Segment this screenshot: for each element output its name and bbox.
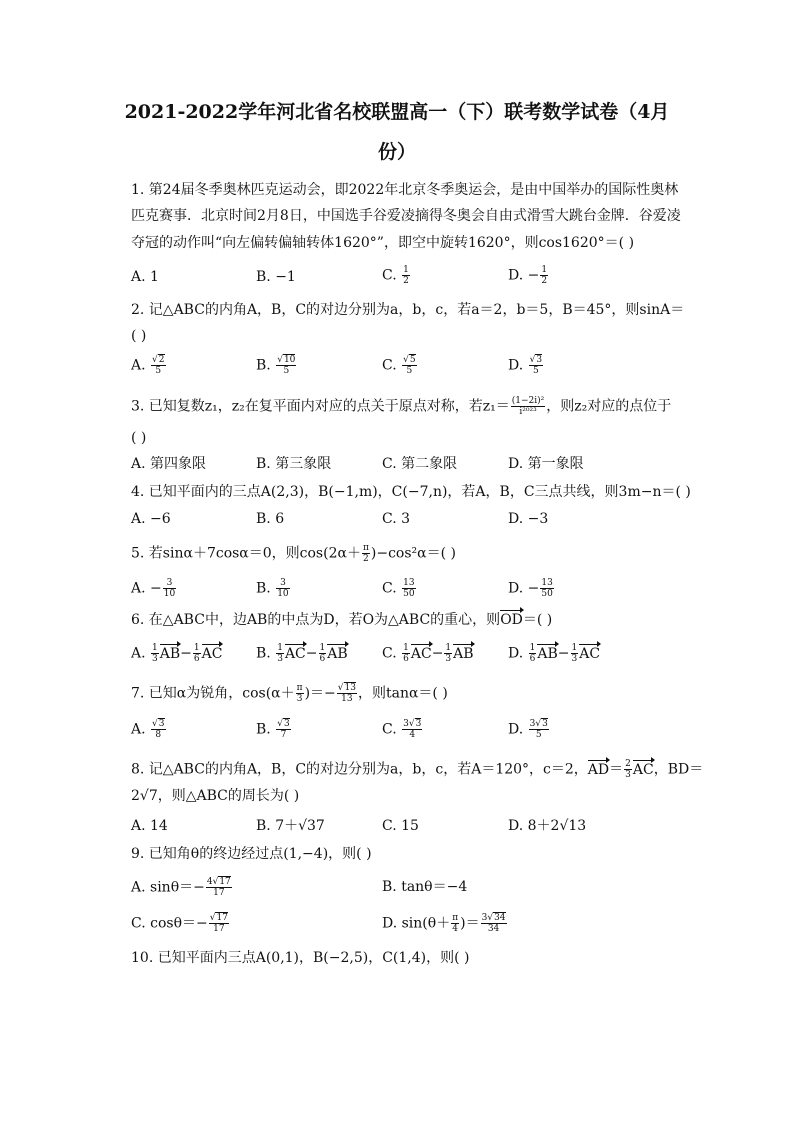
q1-line1: 1. 第24届冬季奥林匹克运动会，即2022年北京冬季奥运会，是由中国举办的国际性奥林 — [131, 182, 679, 198]
q5-option-a: A. − $\frac{3}{10}$ — [131, 578, 176, 599]
q3-line1: 3. 已知复数z₁，z₂在复平面内对应的点关于原点对称，若z₁＝ $\frac{\text{(1−2i)²}}{\text{i²⁰²³}}$ ，则z₂对应的点位于 — [131, 396, 672, 417]
exam-title-line2: 份） — [377, 141, 416, 163]
q5-option-d: D. − $\frac{13}{50}$ — [508, 578, 553, 599]
q8-option-b: B. 7＋√37 — [256, 818, 325, 834]
q2-line1: 2. 记△ABC的内角A，B，C的对边分别为a，b，c，若a＝2，b＝5，B＝45°，则sinA＝ — [131, 302, 685, 318]
q4-option-c: C. 3 — [382, 511, 411, 527]
q3-line2: ( ) — [131, 430, 147, 446]
q4-option-b: B. 6 — [256, 511, 285, 527]
q1-option-b: B. −1 — [256, 269, 296, 285]
q2-option-d: D. $\frac{√3}{5}$ — [508, 355, 543, 376]
q1-option-d: D. − $\frac{1}{2}$ — [508, 265, 548, 286]
q8-line2: 2√7，则△ABC的周长为( ) — [131, 788, 300, 804]
q8-option-c: C. 15 — [382, 818, 419, 834]
q9-option-b: B. tanθ＝−4 — [382, 879, 468, 895]
q5-option-b: B. $\frac{3}{10}$ — [256, 578, 289, 599]
q9-option-d: D. sin(θ＋ $\frac{\pi}{4}$ )＝ $\frac{3√34}{34}$ — [382, 913, 506, 934]
q6-option-d: D. $\frac{1}{6}$ AB− $\frac{1}{3}$ AC — [508, 643, 601, 664]
q6-option-c: C. $\frac{1}{6}$ AC− $\frac{1}{3}$ AB — [382, 643, 474, 664]
q2-option-b: B. $\frac{√10}{5}$ — [256, 355, 296, 376]
q1-option-a: A. 1 — [131, 269, 159, 285]
q3-option-a: A. 第四象限 — [131, 456, 207, 472]
q7-option-d: D. $\frac{3√3}{5}$ — [508, 719, 548, 740]
exam-title-line1: 2021-2022学年河北省名校联盟高一（下）联考数学试卷（4月 — [124, 101, 670, 123]
q1-option-c: C. $\frac{1}{2}$ — [382, 265, 409, 286]
q3-option-b: B. 第三象限 — [256, 456, 332, 472]
q9-option-a: A. sinθ＝− $\frac{4√17}{17}$ — [131, 877, 231, 898]
q2-line2: ( ) — [131, 328, 147, 344]
q3-option-d: D. 第一象限 — [508, 456, 584, 472]
q1-line2: 匹克赛事．北京时间2月8日，中国选手谷爱凌摘得冬奥会自由式滑雪大跳台金牌．谷爱凌 — [131, 208, 681, 224]
q3-option-c: C. 第二象限 — [382, 456, 458, 472]
q5-option-c: C. $\frac{13}{50}$ — [382, 578, 415, 599]
q7-line1: 7. 已知α为锐角，cos(α＋ $\frac{\pi}{3}$ )＝− $\frac{√13}{13}$ ，则tanα＝( ) — [131, 683, 448, 704]
q4-line1: 4. 已知平面内的三点A(2,3)，B(−1,m)，C(−7,n)，若A，B，C三点共线，则3m−n＝( ) — [131, 484, 691, 500]
q2-option-a: A. $\frac{√2}{5}$ — [131, 355, 165, 376]
q8-line1: 8. 记△ABC的内角A，B，C的对边分别为a，b，c，若A＝120°，c＝2，AD＝ $\frac{2}{3}$ AC，BD＝ — [131, 759, 704, 780]
q6-option-b: B. $\frac{1}{3}$ AC− $\frac{1}{6}$ AB — [256, 643, 348, 664]
q5-line1: 5. 若sinα＋7cosα＝0，则cos(2α＋ $\frac{\pi}{2}$ )−cos²α＝( ) — [131, 543, 456, 564]
q8-option-a: A. 14 — [131, 818, 168, 834]
q7-option-b: B. $\frac{√3}{7}$ — [256, 719, 290, 740]
q10-line1: 10. 已知平面内三点A(0,1)，B(−2,5)，C(1,4)，则( ) — [131, 950, 470, 966]
q7-option-a: A. $\frac{√3}{8}$ — [131, 719, 165, 740]
q6-option-a: A. $\frac{1}{3}$ AB− $\frac{1}{6}$ AC — [131, 643, 223, 664]
q4-option-a: A. −6 — [131, 511, 171, 527]
q8-option-d: D. 8＋2√13 — [508, 818, 587, 834]
q9-line1: 9. 已知角θ的终边经过点(1,−4)，则( ) — [131, 846, 372, 862]
q4-option-d: D. −3 — [508, 511, 549, 527]
q7-option-c: C. $\frac{3√3}{4}$ — [382, 719, 422, 740]
q9-option-c: C. cosθ＝− $\frac{√17}{17}$ — [131, 913, 228, 934]
q1-line3: 夺冠的动作叫“向左偏转偏轴转体1620°”，即空中旋转1620°，则cos1620°＝( ) — [131, 235, 635, 251]
q2-option-c: C. $\frac{√5}{5}$ — [382, 355, 416, 376]
q6-line1: 6. 在△ABC中，边AB的中点为D，若O为△ABC的重心，则OD＝( ) — [131, 612, 553, 628]
